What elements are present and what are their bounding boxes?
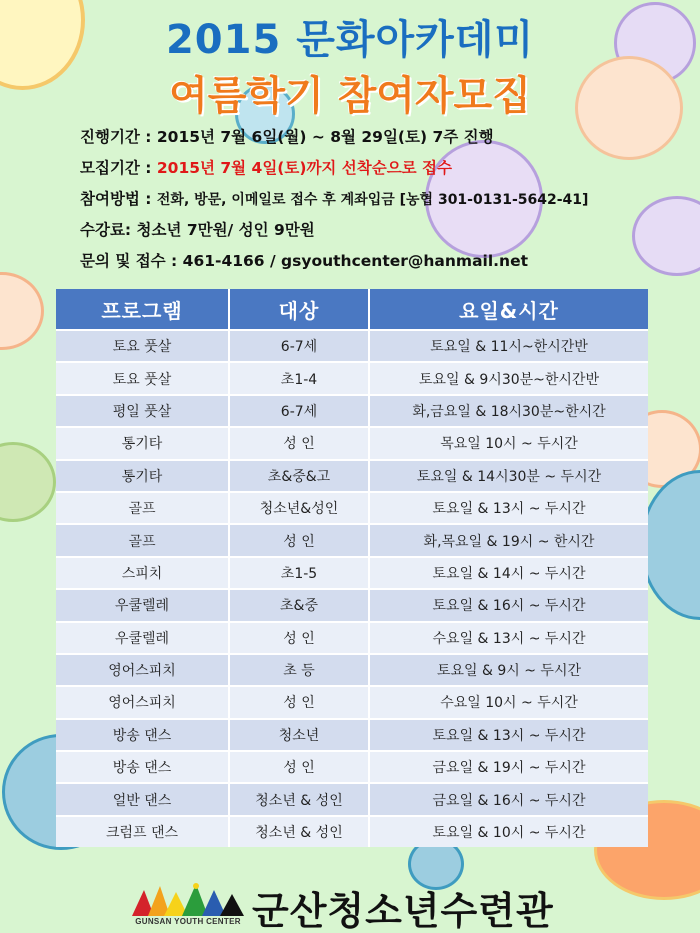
cell-program: 우쿨렐레 bbox=[56, 621, 230, 653]
info-value: 461-4166 / gsyouthcenter@hanmail.net bbox=[182, 252, 529, 270]
info-recruit bbox=[80, 153, 588, 184]
cell-schedule: 수요일 10시 ~ 두시간 bbox=[370, 685, 648, 717]
cell-schedule: 토요일 & 9시 ~ 두시간 bbox=[370, 653, 648, 685]
table-row bbox=[56, 394, 648, 426]
table-row bbox=[56, 556, 648, 588]
decor-circle bbox=[632, 196, 700, 276]
cell-target: 6-7세 bbox=[230, 394, 370, 426]
cell-program: 토요 풋살 bbox=[56, 361, 230, 393]
cell-program: 우쿨렐레 bbox=[56, 588, 230, 620]
cell-target: 성 인 bbox=[230, 426, 370, 458]
table-row bbox=[56, 459, 648, 491]
cell-schedule: 토요일 & 10시 ~ 두시간 bbox=[370, 815, 648, 847]
program-table bbox=[56, 289, 648, 847]
table-row bbox=[56, 718, 648, 750]
decor-circle bbox=[0, 442, 56, 522]
cell-target: 초1-5 bbox=[230, 556, 370, 588]
table-row bbox=[56, 621, 648, 653]
logo-subtitle: GUNSAN YOUTH CENTER bbox=[135, 917, 241, 926]
cell-schedule: 금요일 & 16시 ~ 두시간 bbox=[370, 782, 648, 814]
cell-target: 성 인 bbox=[230, 685, 370, 717]
cell-program: 평일 풋살 bbox=[56, 394, 230, 426]
cell-target: 청소년 bbox=[230, 718, 370, 750]
info-contact bbox=[80, 246, 588, 277]
cell-target: 초 등 bbox=[230, 653, 370, 685]
info-label: 참여방법 : bbox=[80, 190, 157, 208]
footer bbox=[130, 880, 590, 933]
cell-schedule: 토요일 & 16시 ~ 두시간 bbox=[370, 588, 648, 620]
cell-program: 영어스피치 bbox=[56, 653, 230, 685]
cell-schedule: 토요일 & 11시~한시간반 bbox=[370, 329, 648, 361]
cell-schedule: 토요일 & 9시30분~한시간반 bbox=[370, 361, 648, 393]
table-row bbox=[56, 653, 648, 685]
table-row bbox=[56, 426, 648, 458]
table-row bbox=[56, 329, 648, 361]
cell-target: 청소년&성인 bbox=[230, 491, 370, 523]
header-schedule: 요일&시간 bbox=[370, 289, 648, 329]
cell-schedule: 화,금요일 & 18시30분~한시간 bbox=[370, 394, 648, 426]
decor-circle bbox=[0, 272, 44, 350]
table-row bbox=[56, 361, 648, 393]
cell-schedule: 목요일 10시 ~ 두시간 bbox=[370, 426, 648, 458]
table-body bbox=[56, 329, 648, 847]
cell-program: 통기타 bbox=[56, 426, 230, 458]
info-block bbox=[80, 122, 588, 277]
info-value: 전화, 방문, 이메일로 접수 후 계좌입금 [농협 301-0131-5642-41] bbox=[156, 192, 589, 208]
title-line-2: 여름학기 참여자모집 bbox=[169, 73, 531, 119]
cell-program: 크럼프 댄스 bbox=[56, 815, 230, 847]
table-row bbox=[56, 815, 648, 847]
decor-circle bbox=[640, 470, 700, 620]
info-label: 문의 및 접수 : bbox=[80, 252, 183, 270]
table-row bbox=[56, 523, 648, 555]
cell-schedule: 토요일 & 14시30분 ~ 두시간 bbox=[370, 459, 648, 491]
cell-target: 초&중&고 bbox=[230, 459, 370, 491]
table-row bbox=[56, 685, 648, 717]
cell-program: 골프 bbox=[56, 523, 230, 555]
cell-program: 영어스피치 bbox=[56, 685, 230, 717]
info-method bbox=[80, 184, 588, 215]
cell-schedule: 금요일 & 19시 ~ 두시간 bbox=[370, 750, 648, 782]
cell-program: 골프 bbox=[56, 491, 230, 523]
table-row bbox=[56, 491, 648, 523]
logo-icon bbox=[130, 880, 246, 918]
info-value: 청소년 7만원/ 성인 9만원 bbox=[136, 221, 315, 239]
table-row bbox=[56, 588, 648, 620]
cell-target: 초&중 bbox=[230, 588, 370, 620]
org-name: 군산청소년수련관 bbox=[252, 889, 554, 933]
header-program: 프로그램 bbox=[56, 289, 230, 329]
title-line-1: 2015 문화아카데미 bbox=[165, 17, 535, 63]
table-row bbox=[56, 782, 648, 814]
cell-schedule: 화,목요일 & 19시 ~ 한시간 bbox=[370, 523, 648, 555]
cell-program: 방송 댄스 bbox=[56, 750, 230, 782]
table-row bbox=[56, 750, 648, 782]
cell-target: 성 인 bbox=[230, 750, 370, 782]
cell-schedule: 토요일 & 14시 ~ 두시간 bbox=[370, 556, 648, 588]
info-label: 모집기간 : bbox=[80, 159, 157, 177]
info-label: 수강료: bbox=[80, 221, 137, 239]
cell-schedule: 토요일 & 13시 ~ 두시간 bbox=[370, 718, 648, 750]
cell-target: 청소년 & 성인 bbox=[230, 815, 370, 847]
cell-program: 방송 댄스 bbox=[56, 718, 230, 750]
cell-schedule: 토요일 & 13시 ~ 두시간 bbox=[370, 491, 648, 523]
cell-target: 청소년 & 성인 bbox=[230, 782, 370, 814]
cell-target: 성 인 bbox=[230, 621, 370, 653]
cell-target: 6-7세 bbox=[230, 329, 370, 361]
cell-program: 스피치 bbox=[56, 556, 230, 588]
table-header-row bbox=[56, 289, 648, 329]
cell-target: 성 인 bbox=[230, 523, 370, 555]
info-value: 2015년 7월 6일(월) ~ 8월 29일(토) 7주 진행 bbox=[156, 128, 494, 146]
header-target: 대상 bbox=[230, 289, 370, 329]
cell-schedule: 수요일 & 13시 ~ 두시간 bbox=[370, 621, 648, 653]
info-label: 진행기간 : bbox=[80, 128, 157, 146]
info-value: 2015년 7월 4일(토)까지 선착순으로 접수 bbox=[156, 159, 453, 177]
cell-target: 초1-4 bbox=[230, 361, 370, 393]
info-fee bbox=[80, 215, 588, 246]
cell-program: 통기타 bbox=[56, 459, 230, 491]
info-period bbox=[80, 122, 588, 153]
cell-program: 토요 풋살 bbox=[56, 329, 230, 361]
cell-program: 얼반 댄스 bbox=[56, 782, 230, 814]
